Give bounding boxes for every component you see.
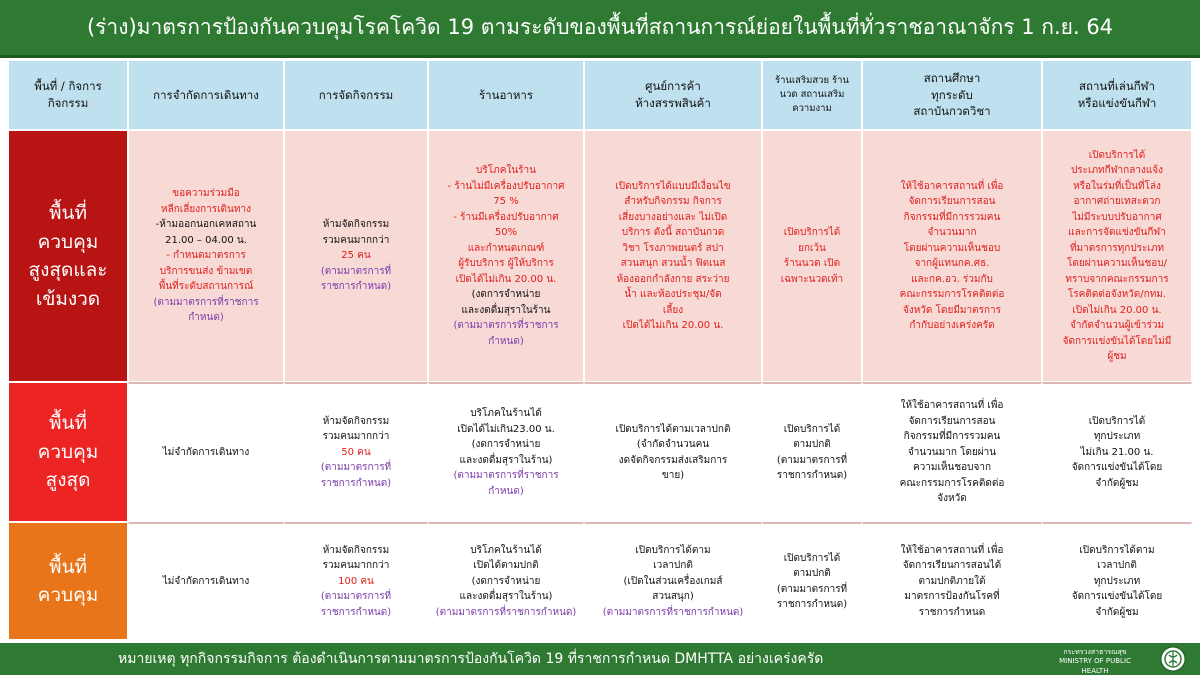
measure-line: 50% bbox=[494, 227, 518, 238]
header-line: สถานที่เล่นกีฬา bbox=[1078, 79, 1155, 94]
measure-line: ราชการกำหนด) bbox=[320, 606, 392, 618]
header-line: ร้านเสริมสวย ร้าน bbox=[775, 75, 849, 87]
measure-line: ราชการกำหนด) bbox=[320, 281, 392, 293]
measure-line: น้ำ และห้องประชุม/จัด bbox=[624, 289, 722, 300]
measure-line: (ตามมาตรการที่ bbox=[320, 591, 392, 603]
measure-line: ที่มาตรการทุกประเภท bbox=[1069, 242, 1165, 254]
measure-line: ไม่จำกัดการเดินทาง bbox=[162, 575, 250, 587]
measure-line: รวมคนมากกว่า bbox=[322, 431, 390, 443]
measure-line: 75 % bbox=[493, 196, 519, 207]
header-cell bbox=[762, 60, 862, 130]
ministry-wordmark bbox=[1050, 648, 1140, 676]
measures-table bbox=[8, 60, 1192, 640]
measure-line: ราชการกำหนด) bbox=[320, 477, 392, 489]
measure-line: (ตามมาตรการที่ bbox=[776, 583, 848, 595]
header-line: สถานศึกษา bbox=[923, 70, 981, 85]
measure-line: ห้ามจัดกิจกรรม bbox=[322, 219, 390, 231]
measure-line: กำกับอย่างเคร่งครัด bbox=[909, 320, 995, 331]
measure-line: เปิดบริการได้ bbox=[783, 423, 841, 435]
measure-line: เลี้ยง bbox=[662, 304, 684, 316]
measure-line: (ตามมาตรการที่ราชการ bbox=[153, 296, 259, 308]
measure-line: บริโภคในร้าน bbox=[476, 165, 536, 176]
measure-line: ไม่จำกัดการเดินทาง bbox=[162, 446, 250, 458]
header-line: นวด สถานเสริม bbox=[779, 89, 845, 101]
measure-line: ร้านนวด เปิด bbox=[783, 258, 841, 269]
measure-line: กำหนด) bbox=[488, 485, 524, 497]
measure-cell bbox=[1042, 522, 1192, 640]
measure-line: กิจกรรมที่มีการรวมคน bbox=[903, 431, 1001, 443]
measure-line: ทุกประเภท bbox=[1093, 431, 1141, 443]
header-cell bbox=[862, 60, 1042, 130]
header-line: สถาบันกวดวิชา bbox=[913, 104, 991, 119]
header-line: การจัดกิจกรรม bbox=[318, 87, 394, 102]
measure-line: จัดการเรียนการสอน bbox=[908, 415, 996, 427]
measure-line: เฉพาะนวดเท้า bbox=[780, 273, 844, 285]
measure-line: (ตามมาตรการที่ราชการ bbox=[453, 470, 559, 481]
measure-line: เปิดบริการได้ตาม bbox=[635, 544, 711, 556]
measure-line: (ตามมาตรการที่ bbox=[320, 265, 392, 277]
measure-line: บริโภคในร้านได้ bbox=[470, 544, 542, 556]
measure-line: เปิดบริการได้แบบมีเงื่อนไข bbox=[615, 180, 731, 192]
zone-line: สูงสุด bbox=[45, 469, 91, 492]
measure-line: - ร้านมีเครื่องปรับอากาศ bbox=[453, 211, 559, 223]
measure-line: จัดการเรียนการสอนได้ bbox=[902, 560, 1002, 572]
measure-line: รวมคนมากกว่า bbox=[322, 234, 390, 246]
measure-line: เปิดบริการได้ bbox=[783, 227, 841, 238]
zone-label bbox=[8, 382, 128, 522]
measure-line: (เปิดในส่วนเครื่องเกมส์ bbox=[623, 575, 723, 587]
measure-line: เปิดบริการได้ตาม bbox=[1079, 544, 1155, 556]
measure-line: และงดดื่มสุราในร้าน bbox=[461, 304, 551, 316]
measure-cell bbox=[428, 130, 584, 382]
measure-line: (ตามมาตรการที่ bbox=[320, 462, 392, 474]
measure-line: ราชการกำหนด) bbox=[776, 470, 848, 481]
measure-line: จังหวัด โดยมีมาตรการ bbox=[902, 304, 1002, 316]
measure-line: เปิดบริการได้ตามเวลาปกติ bbox=[615, 423, 731, 435]
measure-line: (งดการจำหน่าย bbox=[471, 289, 541, 300]
measure-line: พื้นที่ระดับสถานการณ์ bbox=[158, 281, 254, 293]
header-line: ร้านอาหาร bbox=[478, 87, 534, 102]
measure-line: - กำหนดมาตรการ bbox=[166, 250, 246, 262]
measure-line: สวนสนุก สวนน้ำ ฟิตเนส bbox=[620, 258, 726, 269]
zone-line: ควบคุม bbox=[37, 230, 99, 253]
measure-line: วิชา โรงภาพยนตร์ สปา bbox=[622, 242, 724, 254]
measure-line: ยกเว้น bbox=[798, 242, 826, 254]
measure-line: เปิดบริการได้ bbox=[1088, 415, 1146, 427]
measure-line: ราชการกำหนด) bbox=[776, 599, 848, 610]
measure-line: จำนวนมาก โดยผ่าน bbox=[907, 446, 997, 458]
measure-line: จัดการแข่งขันได้โดย bbox=[1071, 462, 1163, 474]
page-title: (ร่าง)มาตรการป้องกันควบคุมโรคโควิด 19 ตามระดับของพื้นที่สถานการณ์ย่อยในพื้นที่ทั่วราชอาณาจักร 1 ก.ย. 64 bbox=[86, 15, 1114, 39]
measure-line: โดยผ่านความเห็นชอบ/ bbox=[1067, 258, 1167, 269]
measure-line: และกำหนดเกณฑ์ bbox=[467, 242, 545, 254]
header-line: พื้นที่ / กิจการ bbox=[34, 79, 102, 94]
measure-line: เวลาปกติ bbox=[653, 560, 693, 572]
measure-cell bbox=[584, 382, 762, 522]
measure-line: และงดดื่มสุราในร้าน) bbox=[459, 454, 553, 466]
measure-line: และการจัดแข่งขันกีฬา bbox=[1068, 227, 1166, 238]
footer-bar bbox=[0, 643, 1200, 675]
measure-line: (ตามมาตรการที่ราชการกำหนด) bbox=[602, 606, 744, 618]
header-line: ความงาม bbox=[792, 102, 832, 114]
measure-line: ห้ามจัดกิจกรรม bbox=[322, 415, 390, 427]
measure-line: จังหวัด bbox=[937, 493, 967, 505]
measure-line: -ห้ามออกนอกเคหสถาน bbox=[155, 219, 257, 231]
measure-line: อากาศถ่ายเทสะดวก bbox=[1073, 196, 1161, 207]
measure-line: บริการ ดังนี้ สถาบันกวด bbox=[621, 227, 725, 238]
measure-line: 21.00 – 04.00 น. bbox=[165, 234, 247, 246]
measure-line: รวมคนมากกว่า bbox=[322, 560, 390, 572]
measure-line: ให้ใช้อาคารสถานที่ เพื่อ bbox=[900, 180, 1004, 192]
measure-line: จำนวนมาก bbox=[927, 227, 977, 238]
measure-line: ขาย) bbox=[661, 470, 685, 481]
measure-line: จำกัดผู้ชม bbox=[1095, 606, 1139, 618]
measure-line: - ร้านไม่มีเครื่องปรับอากาศ bbox=[447, 180, 565, 192]
footnote: หมายเหตุ ทุกกิจกรรมกิจการ ต้องดำเนินการตามมาตรการป้องกันโควิด 19 ที่ราชการกำหนด DMHTTA อย่างเคร่งครัด bbox=[118, 651, 824, 667]
header-cell bbox=[128, 60, 284, 130]
measure-line: กำหนด) bbox=[188, 312, 224, 324]
measure-line: ตามปกติ bbox=[793, 568, 831, 579]
measure-line: จำกัดผู้ชม bbox=[1095, 477, 1139, 489]
measure-line: (ตามมาตรการที่ราชการ bbox=[453, 320, 559, 331]
measure-cell bbox=[128, 522, 284, 640]
measure-line: โรคติดต่อจังหวัด/กทม. bbox=[1067, 289, 1167, 300]
measure-line: ให้ใช้อาคารสถานที่ เพื่อ bbox=[900, 544, 1004, 556]
measure-line: เปิดไม่เกิน 20.00 น. bbox=[1072, 304, 1162, 316]
measure-line: คณะกรรมการโรคติดต่อ bbox=[899, 477, 1005, 489]
measure-line: (ตามมาตรการที่ bbox=[776, 454, 848, 466]
measure-line: เปิดได้ตามปกติ bbox=[473, 560, 539, 572]
zone-line: ควบคุม bbox=[37, 440, 99, 463]
zone-line: ควบคุม bbox=[37, 584, 99, 606]
measure-line: ความเห็นชอบจาก bbox=[912, 462, 992, 474]
zone-label bbox=[8, 130, 128, 382]
header-cell bbox=[584, 60, 762, 130]
measure-cell bbox=[762, 382, 862, 522]
zone-line: เข้มงวด bbox=[35, 287, 101, 310]
header-cell bbox=[8, 60, 128, 130]
measure-line: (จำกัดจำนวนคน bbox=[636, 439, 710, 450]
measure-line: ราชการกำหนด bbox=[918, 606, 986, 618]
measure-line: ไม่เกิน 21.00 น. bbox=[1080, 446, 1154, 458]
measure-cell bbox=[762, 130, 862, 382]
measure-cell bbox=[128, 382, 284, 522]
measure-line: เปิดบริการได้ bbox=[783, 552, 841, 564]
zone-line: พื้นที่ bbox=[48, 412, 88, 435]
measure-cell bbox=[284, 522, 428, 640]
measure-line: จัดการแข่งขันได้โดยไม่มี bbox=[1062, 335, 1172, 347]
measure-line: ตามปกติ bbox=[793, 439, 831, 450]
measure-line: มาตรการป้องกันโรคที่ bbox=[904, 591, 1000, 603]
measure-cell bbox=[862, 522, 1042, 640]
measure-line: บริการขนส่ง ข้ามเขต bbox=[159, 265, 253, 277]
measure-line: กิจกรรมที่มีการรวมคน bbox=[903, 211, 1001, 223]
measure-line: หลีกเลี่ยงการเดินทาง bbox=[161, 203, 251, 215]
measure-cell bbox=[862, 382, 1042, 522]
measure-line: เปิดได้ไม่เกิน 20.00 น. bbox=[455, 273, 557, 285]
measure-line: บริโภคในร้านได้ bbox=[470, 408, 542, 419]
ministry-name-en: MINISTRY OF PUBLIC HEALTH bbox=[1059, 657, 1131, 675]
measure-cell bbox=[584, 130, 762, 382]
measure-line: ห้องออกกำลังกาย สระว่าย bbox=[616, 273, 730, 285]
measure-cell bbox=[1042, 130, 1192, 382]
measure-line: งดจัดกิจกรรมส่งเสริมการ bbox=[618, 454, 728, 466]
measure-line: ประเภทกีฬากลางแจ้ง bbox=[1070, 165, 1164, 176]
zone-line: พื้นที่ bbox=[48, 555, 88, 578]
header-cell bbox=[428, 60, 584, 130]
measure-line: ผู้ชม bbox=[1107, 351, 1127, 362]
measure-cell bbox=[1042, 382, 1192, 522]
header-cell bbox=[284, 60, 428, 130]
measure-line: สวนสนุก) bbox=[652, 591, 694, 603]
measure-line: เปิดบริการได้ bbox=[1088, 149, 1146, 161]
ministry-emblem-icon bbox=[1160, 646, 1186, 672]
measure-line: ผู้รับบริการ ผู้ให้บริการ bbox=[458, 258, 554, 269]
measure-line: และงดดื่มสุราในร้าน) bbox=[459, 591, 553, 603]
measure-cell bbox=[762, 522, 862, 640]
measure-line: ให้ใช้อาคารสถานที่ เพื่อ bbox=[900, 400, 1004, 412]
measure-line: จำกัดจำนวนผู้เข้าร่วม bbox=[1069, 320, 1165, 331]
measure-line: จากผู้แทนกค.ศธ. bbox=[914, 258, 990, 269]
ministry-name-th: กระทรวงสาธารณสุข bbox=[1063, 648, 1127, 656]
header-line: ศูนย์การค้า bbox=[645, 79, 701, 94]
measure-line: ห้ามจัดกิจกรรม bbox=[322, 544, 390, 556]
measure-line: เปิดได้ไม่เกิน 20.00 น. bbox=[622, 320, 724, 331]
measure-line: ทราบจากคณะกรรมการ bbox=[1065, 273, 1169, 285]
measure-line: (งดการจำหน่าย bbox=[471, 575, 541, 587]
header-line: ทุกระดับ bbox=[931, 87, 973, 102]
zone-label bbox=[8, 522, 128, 640]
header-cell bbox=[1042, 60, 1192, 130]
measure-cell bbox=[862, 130, 1042, 382]
header-line: กิจกรรม bbox=[47, 96, 89, 110]
measure-cell bbox=[428, 382, 584, 522]
measure-line: จัดการเรียนการสอน bbox=[908, 196, 996, 207]
measure-line: ไม่มีระบบปรับอากาศ bbox=[1072, 211, 1162, 223]
measure-line: กำหนด) bbox=[488, 335, 524, 347]
measure-cell bbox=[428, 522, 584, 640]
header-line: การจำกัดการเดินทาง bbox=[153, 87, 259, 102]
measure-line: และกค.อว. ร่วมกับ bbox=[911, 273, 993, 285]
header-line: หรือแข่งขันกีฬา bbox=[1077, 96, 1157, 110]
measure-line: 100 คน bbox=[338, 575, 374, 587]
measure-line: หรือในร่มที่เป็นที่โล่ง bbox=[1073, 180, 1161, 192]
measure-line: เสี่ยงบางอย่างและ ไม่เปิด bbox=[618, 211, 728, 223]
measure-line: เวลาปกติ bbox=[1097, 560, 1137, 572]
measure-line: โดยผ่านความเห็นชอบ bbox=[903, 242, 1001, 254]
measure-line: จัดการแข่งขันได้โดย bbox=[1071, 591, 1163, 603]
zone-line: พื้นที่ bbox=[48, 202, 88, 224]
measure-line: ตามปกติภายใต้ bbox=[918, 575, 986, 587]
measure-cell bbox=[284, 130, 428, 382]
measure-line: เปิดได้ไม่เกิน23.00 น. bbox=[457, 423, 555, 435]
measure-line: สำหรับกิจกรรม กิจการ bbox=[624, 196, 722, 207]
measure-line: (ตามมาตรการที่ราชการกำหนด) bbox=[435, 606, 577, 618]
measure-line: 50 คน bbox=[341, 446, 371, 458]
measure-cell bbox=[128, 130, 284, 382]
measure-cell bbox=[584, 522, 762, 640]
measure-line: ขอความร่วมมือ bbox=[172, 188, 240, 200]
header-line: ห้างสรรพสินค้า bbox=[635, 96, 711, 110]
measure-cell bbox=[284, 382, 428, 522]
measure-line: ทุกประเภท bbox=[1093, 575, 1141, 587]
page-title-bar bbox=[0, 0, 1200, 58]
zone-line: สูงสุดและ bbox=[28, 259, 108, 281]
measure-line: 25 คน bbox=[341, 250, 371, 262]
measure-line: คณะกรรมการโรคติดต่อ bbox=[899, 289, 1005, 300]
measure-line: (งดการจำหน่าย bbox=[471, 439, 541, 450]
